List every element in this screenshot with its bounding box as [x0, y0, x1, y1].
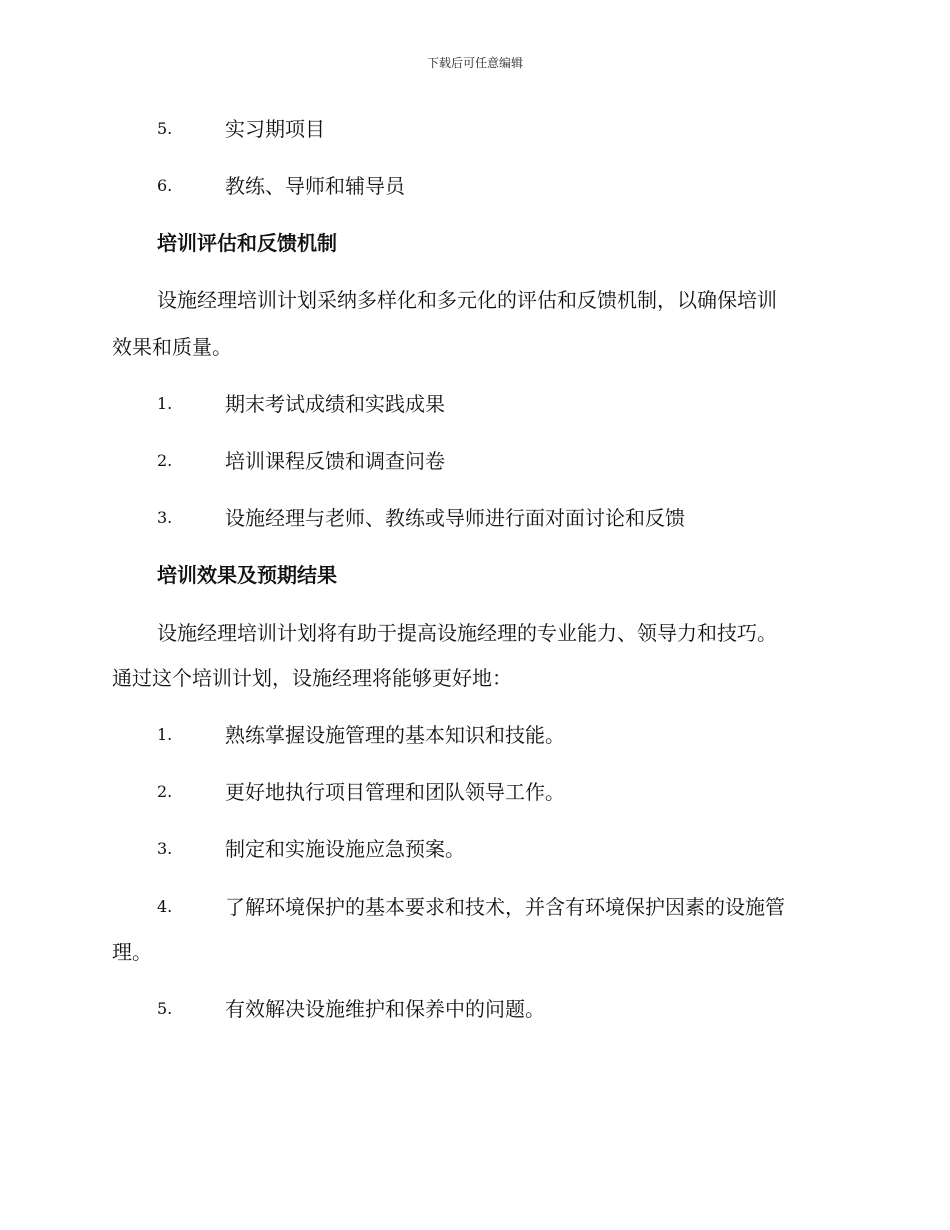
- paragraph-line: 效果和质量。: [112, 335, 232, 359]
- list-item-number: 1.: [157, 394, 173, 413]
- list-item-text: 教练、导师和辅导员: [225, 174, 405, 198]
- section-heading-evaluation: 培训评估和反馈机制: [157, 231, 337, 255]
- paragraph-line: 设施经理培训计划采纳多样化和多元化的评估和反馈机制，以确保培训: [157, 288, 777, 312]
- list-item-number: 5.: [157, 999, 173, 1018]
- list-item-number: 4.: [157, 897, 173, 916]
- section-heading-results: 培训效果及预期结果: [157, 563, 337, 587]
- list-item-number: 6.: [157, 176, 173, 195]
- list-item-continuation: 理。: [112, 940, 152, 964]
- paragraph-line: 通过这个培训计划，设施经理将能够更好地：: [112, 666, 512, 690]
- list-item-number: 1.: [157, 725, 173, 744]
- list-item-text: 更好地执行项目管理和团队领导工作。: [225, 780, 565, 804]
- paragraph-line: 设施经理培训计划将有助于提高设施经理的专业能力、领导力和技巧。: [157, 621, 777, 645]
- list-item-number: 3.: [157, 508, 173, 527]
- list-item-text: 实习期项目: [225, 117, 325, 141]
- list-item-number: 5.: [157, 119, 173, 138]
- list-item-text: 熟练掌握设施管理的基本知识和技能。: [225, 723, 565, 747]
- list-item-number: 3.: [157, 839, 173, 858]
- list-item-number: 2.: [157, 451, 173, 470]
- list-item-text: 了解环境保护的基本要求和技术，并含有环境保护因素的设施管: [225, 895, 785, 919]
- page-header: 下载后可任意编辑: [426, 56, 523, 70]
- list-item-text: 制定和实施设施应急预案。: [225, 837, 465, 861]
- list-item-text: 有效解决设施维护和保养中的问题。: [225, 997, 545, 1021]
- list-item-text: 期末考试成绩和实践成果: [225, 392, 445, 416]
- list-item-text: 培训课程反馈和调查问卷: [225, 449, 445, 473]
- list-item-text: 设施经理与老师、教练或导师进行面对面讨论和反馈: [225, 506, 685, 530]
- list-item-number: 2.: [157, 782, 173, 801]
